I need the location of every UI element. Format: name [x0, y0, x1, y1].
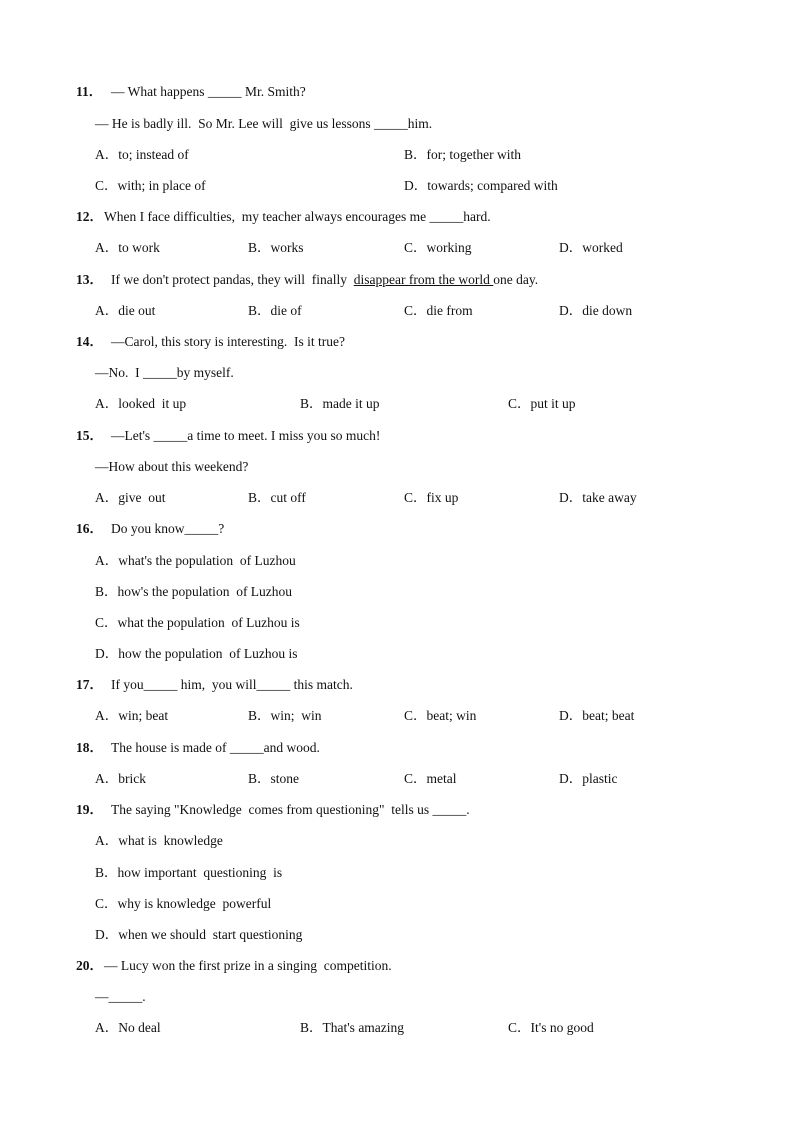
option-text: to; instead of: [118, 147, 189, 162]
option-text: beat; beat: [582, 708, 635, 723]
option-letter: D．: [559, 303, 583, 318]
question-19-option-d: [95, 927, 302, 943]
question-19-stem: The saying "Knowledge comes from questioning" tells us _____.: [111, 802, 470, 817]
option-text: for; together with: [426, 147, 521, 162]
option-letter: B．: [404, 147, 427, 162]
option-text: cut off: [270, 490, 306, 505]
option-letter: B．: [248, 771, 271, 786]
option-text: put it up: [530, 396, 576, 411]
question-11-option-a: [95, 147, 189, 163]
question-19-number: 19．: [76, 802, 103, 817]
stem-text: If we don't protect pandas, they will finally: [111, 272, 354, 287]
question-18-stem: The house is made of _____and wood.: [111, 740, 320, 755]
question-15-stem-reply: —How about this weekend?: [95, 459, 249, 474]
option-text: fix up: [426, 490, 459, 505]
option-letter: A．: [95, 553, 119, 568]
option-text: why is knowledge powerful: [117, 896, 272, 911]
option-text: die from: [426, 303, 473, 318]
option-letter: D．: [95, 646, 119, 661]
option-letter: C．: [404, 771, 427, 786]
option-text: win; win: [270, 708, 322, 723]
option-text: how the population of Luzhou is: [118, 646, 298, 661]
option-text: works: [270, 240, 304, 255]
option-text: towards; compared with: [427, 178, 558, 193]
question-18-option-a: [95, 771, 146, 787]
question-13-option-c: [404, 303, 473, 319]
question-13-number: 13．: [76, 272, 103, 287]
question-16-option-c: [95, 615, 300, 631]
option-letter: B．: [248, 490, 271, 505]
question-18-option-b: [248, 771, 299, 787]
option-text: That's amazing: [322, 1020, 405, 1035]
question-15-option-a: [95, 490, 166, 506]
option-text: working: [426, 240, 472, 255]
option-text: die of: [270, 303, 302, 318]
question-17-stem: If you_____ him, you will_____ this match.: [111, 677, 353, 692]
question-12-stem: When I face difficulties, my teacher always encourages me _____hard.: [104, 209, 491, 224]
option-text: what's the population of Luzhou: [118, 553, 296, 568]
option-text: brick: [118, 771, 146, 786]
option-text: how's the population of Luzhou: [117, 584, 293, 599]
question-18-option-d: [559, 771, 618, 787]
question-11-stem: — What happens _____ Mr. Smith?: [111, 84, 306, 99]
question-12-option-c: [404, 240, 472, 256]
option-text: die down: [582, 303, 633, 318]
question-17-option-d: [559, 708, 634, 724]
option-text: plastic: [582, 771, 618, 786]
question-11-option-b: [404, 147, 521, 163]
option-text: what is knowledge: [118, 833, 223, 848]
option-text: how important questioning is: [117, 865, 283, 880]
option-letter: A．: [95, 147, 119, 162]
question-20-option-c: [508, 1020, 594, 1036]
option-text: looked it up: [118, 396, 187, 411]
option-letter: B．: [95, 865, 118, 880]
question-20-option-b: [300, 1020, 404, 1036]
question-13-option-a: [95, 303, 155, 319]
question-15-number: 15．: [76, 428, 103, 443]
question-13-option-d: [559, 303, 632, 319]
question-16-option-d: [95, 646, 297, 662]
option-letter: B．: [248, 708, 271, 723]
question-14-stem-reply: —No. I _____by myself.: [95, 365, 234, 380]
option-text: give out: [118, 490, 166, 505]
stem-text-end: one day.: [493, 272, 539, 287]
question-15-option-c: [404, 490, 458, 506]
option-letter: D．: [559, 771, 583, 786]
question-20-stem: — Lucy won the first prize in a singing competition.: [104, 958, 392, 973]
question-18-option-c: [404, 771, 457, 787]
option-text: with; in place of: [117, 178, 206, 193]
question-14-option-a: [95, 396, 186, 412]
option-letter: A．: [95, 396, 119, 411]
option-letter: C．: [95, 896, 118, 911]
option-letter: C．: [95, 615, 118, 630]
question-12-option-d: [559, 240, 623, 256]
question-18-number: 18．: [76, 740, 103, 755]
question-17-option-b: [248, 708, 322, 724]
option-letter: B．: [300, 1020, 323, 1035]
question-17-option-c: [404, 708, 476, 724]
option-letter: C．: [404, 303, 427, 318]
question-14-option-b: [300, 396, 380, 412]
question-12-option-b: [248, 240, 304, 256]
question-11-option-d: [404, 178, 558, 194]
option-letter: A．: [95, 303, 119, 318]
option-text: worked: [582, 240, 623, 255]
option-text: when we should start questioning: [118, 927, 303, 942]
underlined-phrase: disappear from the world: [353, 272, 494, 287]
question-11-number: 11．: [76, 84, 103, 99]
question-17-number: 17．: [76, 677, 103, 692]
option-letter: C．: [95, 178, 118, 193]
option-letter: B．: [95, 584, 118, 599]
option-letter: A．: [95, 490, 119, 505]
option-text: It's no good: [530, 1020, 594, 1035]
option-text: to work: [118, 240, 160, 255]
option-letter: C．: [508, 1020, 531, 1035]
question-14-number: 14．: [76, 334, 103, 349]
option-letter: A．: [95, 1020, 119, 1035]
question-15-stem: —Let's _____a time to meet. I miss you so much!: [111, 428, 381, 443]
question-20-option-a: [95, 1020, 161, 1036]
option-text: No deal: [118, 1020, 161, 1035]
question-19-option-b: [95, 865, 282, 881]
option-letter: D．: [95, 927, 119, 942]
option-letter: C．: [404, 240, 427, 255]
question-12-number: 12．: [76, 209, 103, 224]
question-16-number: 16．: [76, 521, 103, 536]
question-16-option-a: [95, 553, 296, 569]
option-letter: B．: [248, 240, 271, 255]
question-19-option-a: [95, 833, 223, 849]
question-14-option-c: [508, 396, 576, 412]
option-letter: A．: [95, 708, 119, 723]
question-16-option-b: [95, 584, 292, 600]
option-letter: B．: [248, 303, 271, 318]
option-text: win; beat: [118, 708, 169, 723]
option-letter: D．: [559, 490, 583, 505]
option-letter: D．: [404, 178, 428, 193]
question-11-option-c: [95, 178, 206, 194]
question-20-stem-reply: —_____.: [95, 989, 146, 1004]
option-text: what the population of Luzhou is: [117, 615, 300, 630]
question-12-option-a: [95, 240, 160, 256]
option-letter: C．: [404, 708, 427, 723]
option-text: take away: [582, 490, 637, 505]
option-letter: B．: [300, 396, 323, 411]
question-13-option-b: [248, 303, 302, 319]
option-text: metal: [426, 771, 457, 786]
question-15-option-b: [248, 490, 306, 506]
question-13-stem: [111, 272, 538, 288]
option-text: die out: [118, 303, 156, 318]
option-letter: D．: [559, 708, 583, 723]
option-letter: C．: [508, 396, 531, 411]
question-11-stem-reply: — He is badly ill. So Mr. Lee will give us lessons _____him.: [95, 116, 433, 131]
question-16-stem: Do you know_____?: [111, 521, 225, 536]
option-text: made it up: [322, 396, 380, 411]
question-15-option-d: [559, 490, 637, 506]
option-letter: A．: [95, 771, 119, 786]
question-14-stem: —Carol, this story is interesting. Is it true?: [111, 334, 345, 349]
option-letter: A．: [95, 833, 119, 848]
option-letter: C．: [404, 490, 427, 505]
question-20-number: 20．: [76, 958, 103, 973]
option-letter: D．: [559, 240, 583, 255]
option-text: beat; win: [426, 708, 477, 723]
question-17-option-a: [95, 708, 168, 724]
question-19-option-c: [95, 896, 271, 912]
option-text: stone: [270, 771, 300, 786]
option-letter: A．: [95, 240, 119, 255]
